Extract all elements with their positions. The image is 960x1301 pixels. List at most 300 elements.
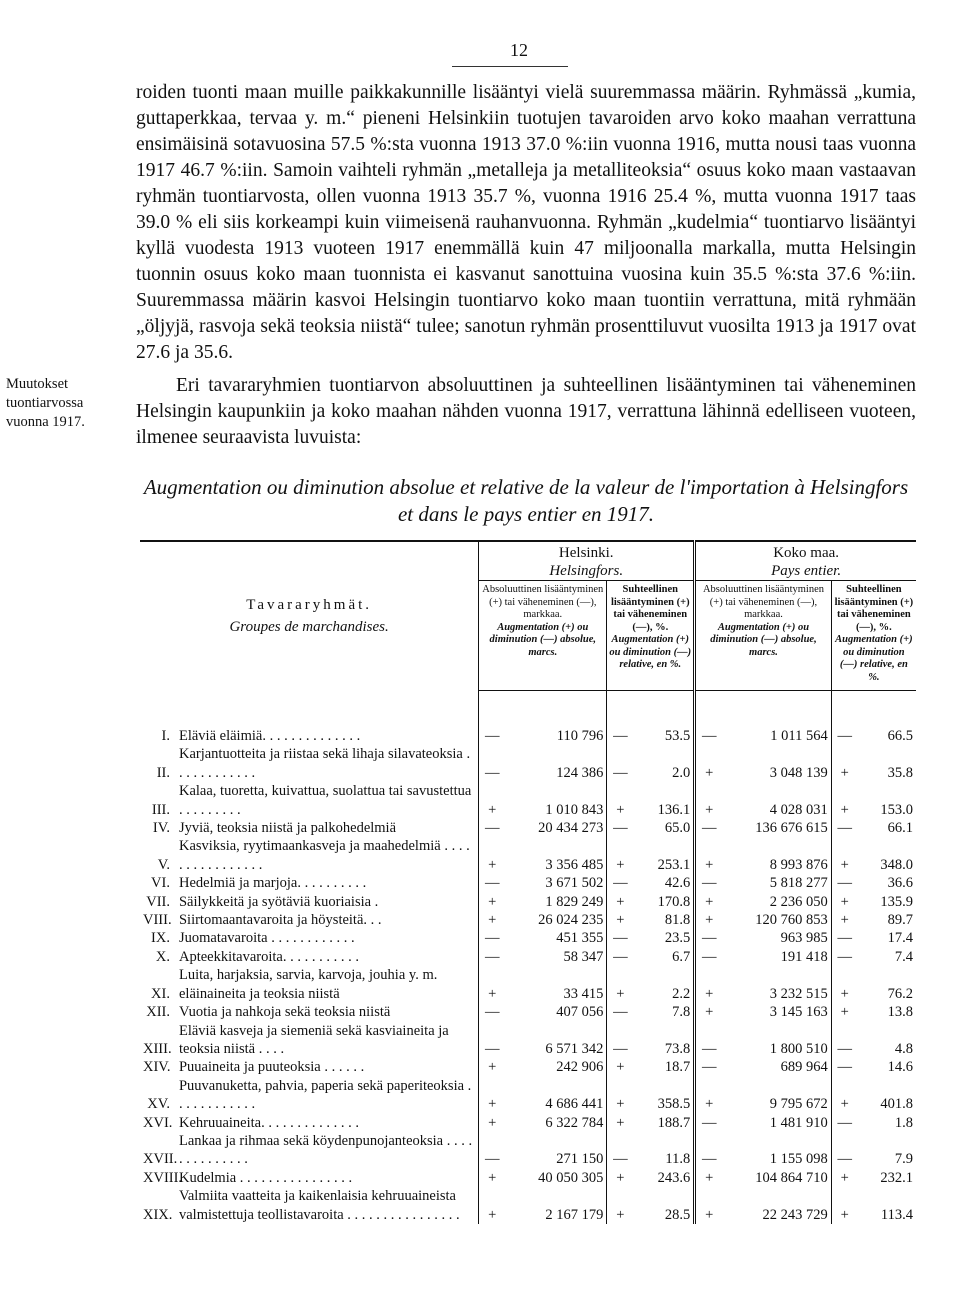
koko-maa-relative-value (831, 874, 916, 892)
helsinki-relative-value (607, 1022, 695, 1059)
koko-maa-absolute-value (695, 1077, 832, 1114)
row-number: XVIII. (143, 1169, 183, 1186)
group-header (140, 541, 479, 691)
helsinki-relative-value (607, 1077, 695, 1114)
helsinki-relative-value (607, 1003, 695, 1021)
helsinki-rel-header-fr: Augmentation (+) ou diminution (—) relative, en %. (609, 634, 692, 670)
value-sign: + (616, 893, 625, 910)
koko-maa-relative-value (831, 1003, 916, 1021)
page-number: 12 (510, 40, 528, 60)
helsinki-absolute-value (479, 691, 607, 746)
value-sign: — (485, 1004, 500, 1021)
helsinki-relative-value (607, 837, 695, 874)
helsinki-abs-header (479, 581, 607, 691)
value-number: 3 356 485 (545, 856, 604, 873)
row-number: XV. (147, 1096, 170, 1113)
helsinki-relative-value (607, 929, 695, 947)
koko-maa-relative-value (831, 966, 916, 1003)
table-row (140, 1077, 916, 1114)
value-number: 963 985 (780, 930, 828, 947)
row-number: I. (161, 728, 170, 744)
helsinki-absolute-value (479, 911, 607, 929)
helsinki-relative-value (607, 782, 695, 819)
value-number: 14.6 (887, 1059, 913, 1076)
value-sign: + (488, 1114, 497, 1131)
value-sign: — (613, 930, 628, 947)
table-row (140, 1169, 916, 1187)
helsinki-relative-value (607, 819, 695, 837)
helsinki-relative-value (607, 691, 695, 746)
value-number: 113.4 (880, 1206, 913, 1223)
value-number: 348.0 (880, 856, 913, 873)
koko-maa-relative-value (831, 745, 916, 782)
table-row (140, 911, 916, 929)
value-number: 26 024 235 (538, 912, 604, 929)
koko-maa-relative-value (831, 1114, 916, 1132)
value-number: 124 386 (556, 764, 604, 781)
helsinki-absolute-value (479, 1187, 607, 1224)
koko-maa-relative-value (831, 1022, 916, 1059)
value-sign: — (837, 1040, 852, 1057)
value-sign: — (613, 764, 628, 781)
margin-note: Muutokset tuontiarvossa vuonna 1917. (6, 376, 85, 430)
value-sign: + (616, 1169, 625, 1186)
helsinki-absolute-value (479, 874, 607, 892)
value-sign: — (613, 875, 628, 892)
table-row (140, 948, 916, 966)
row-name: Hedelmiä ja marjoja. . . . . . . . . . (178, 875, 367, 892)
import-change-table (140, 540, 916, 1224)
value-sign: — (701, 1151, 717, 1168)
koko-maa-relative-value (831, 1187, 916, 1224)
helsinki-relative-value (607, 1058, 695, 1076)
value-number: 17.4 (887, 930, 913, 947)
koko-maa-absolute-value (695, 966, 832, 1003)
koko-maa-absolute-value (695, 782, 832, 819)
row-number: XVII. (143, 1151, 178, 1168)
value-sign: — (613, 820, 628, 837)
table-body (140, 691, 916, 1224)
helsinki-absolute-value (479, 1132, 607, 1169)
row-name: Karjantuotteita ja riistaa sekä lihaja silavateoksia . . . . . . . . . . . . (178, 746, 471, 781)
koko-maa-relative-value (831, 782, 916, 819)
value-sign: — (701, 948, 717, 965)
value-sign: + (840, 893, 849, 910)
value-number: 53.5 (664, 728, 691, 744)
value-sign: — (613, 1040, 628, 1057)
value-sign: + (616, 856, 625, 873)
table-row (140, 691, 916, 746)
row-name: Jyviä, teoksia niistä ja palkohedelmiä (178, 820, 397, 837)
koko-maa-relative-value (831, 893, 916, 911)
value-number: 3 232 515 (769, 985, 828, 1002)
value-number: 2 167 179 (545, 1206, 604, 1223)
koko-maa-absolute-value (695, 1132, 832, 1169)
koko-maa-absolute-value (695, 1058, 832, 1076)
row-name: Lankaa ja rihmaa sekä köydenpunojanteoksia . . . . . . . . . . . . . . (178, 1132, 473, 1168)
helsinki-absolute-value (479, 1077, 607, 1114)
value-sign: + (840, 801, 849, 818)
value-sign: — (837, 728, 852, 744)
value-sign: — (485, 728, 500, 744)
value-sign: — (613, 1004, 628, 1021)
value-sign: + (705, 893, 714, 910)
koko-maa-absolute-value (695, 948, 832, 966)
value-number: 18.7 (664, 1059, 691, 1076)
value-number: 81.8 (664, 912, 691, 929)
value-sign: — (837, 948, 852, 965)
value-number: 110 796 (556, 728, 604, 744)
table-row (140, 837, 916, 874)
value-number: 35.8 (887, 764, 913, 781)
table-row (140, 819, 916, 837)
helsinki-header (479, 541, 695, 581)
koko-maa-relative-value (831, 819, 916, 837)
value-number: 153.0 (880, 801, 913, 818)
row-name: Eläviä eläimiä. . . . . . . . . . . . . . (178, 728, 361, 744)
value-sign: + (616, 1206, 625, 1223)
koko-maa-absolute-value (695, 1169, 832, 1187)
koko-maa-absolute-value (695, 819, 832, 837)
value-sign: + (488, 985, 497, 1002)
row-number: XIX. (143, 1206, 173, 1223)
row-name: Kalaa, tuoretta, kuivattua, suolattua tai savustettua . . . . . . . . . (178, 783, 472, 818)
helsinki-relative-value (607, 745, 695, 782)
body-paragraph-2: Eri tavararyhmien tuontiarvon absoluuttinen ja suhteellinen lisääntyminen tai väheneminen Helsingin kaupunkiin ja koko maahan nähden vuonna 1917, verrattuna lähinnä edelliseen vuoteen, ilmenee seuraavista luvuista: (136, 375, 916, 448)
value-sign: + (840, 856, 849, 873)
value-number: 73.8 (664, 1040, 691, 1057)
value-sign: + (705, 856, 714, 873)
helsinki-absolute-value (479, 1003, 607, 1021)
row-name: Kasviksia, ryytimaankasveja ja maahedelmiä . . . . . . . . . . . . . . . . (178, 838, 470, 873)
koko-maa-absolute-value (695, 1003, 832, 1021)
value-sign: — (485, 1040, 500, 1057)
value-number: 135.9 (880, 893, 913, 910)
value-number: 451 355 (556, 930, 604, 947)
value-sign: — (701, 1114, 717, 1131)
table-row (140, 1132, 916, 1169)
value-number: 2.2 (672, 985, 691, 1002)
row-name: Säilykkeitä ja syötäviä kuoriaisia . (178, 893, 379, 910)
value-number: 89.7 (887, 912, 913, 929)
value-number: 3 145 163 (769, 1004, 828, 1021)
row-number: XI. (151, 985, 170, 1002)
value-number: 243.6 (657, 1169, 691, 1186)
value-sign: + (616, 1114, 625, 1131)
helsinki-absolute-value (479, 966, 607, 1003)
table-row (140, 929, 916, 947)
value-sign: + (488, 856, 497, 873)
value-sign: — (485, 930, 500, 947)
value-sign: + (488, 801, 497, 818)
row-name: Eläviä kasveja ja siemeniä sekä kasviaineita ja teoksia niistä . . . . (178, 1022, 449, 1057)
table-row (140, 1187, 916, 1224)
helsinki-relative-value (607, 1169, 695, 1187)
row-name: Valmiita vaatteita ja kaikenlaisia kehruuaineista valmistettuja teollistavaroita . . . . . . . . . . . . . . . . (178, 1188, 460, 1223)
value-sign: + (840, 764, 849, 781)
helsinki-relative-value (607, 1132, 695, 1169)
value-number: 7.4 (894, 948, 913, 965)
value-number: 6.7 (672, 948, 691, 965)
value-sign: — (837, 930, 852, 947)
row-name: Siirtomaantavaroita ja höysteitä. . . (178, 912, 382, 929)
value-number: 407 056 (556, 1004, 604, 1021)
value-number: 20 434 273 (538, 820, 604, 837)
value-number: 689 964 (780, 1059, 828, 1076)
koko-maa-absolute-value (695, 929, 832, 947)
value-number: 1 011 564 (770, 728, 828, 744)
value-number: 8 993 876 (769, 856, 828, 873)
row-number: VI. (151, 875, 170, 892)
table-row (140, 745, 916, 782)
value-sign: + (488, 1096, 497, 1113)
koko-maa-header (695, 541, 916, 581)
koko-maa-absolute-value (695, 837, 832, 874)
koko-abs-header (695, 581, 832, 691)
helsinki-rel-header (607, 581, 695, 691)
value-sign: — (485, 1151, 500, 1168)
value-sign: + (840, 912, 849, 929)
value-number: 1 800 510 (769, 1040, 828, 1057)
row-number: V. (157, 856, 170, 873)
table-row (140, 893, 916, 911)
helsinki-absolute-value (479, 745, 607, 782)
table-row (140, 1058, 916, 1076)
value-number: 7.8 (672, 1004, 691, 1021)
helsinki-absolute-value (479, 819, 607, 837)
row-name: Puuaineita ja puuteoksia . . . . . . (178, 1059, 365, 1076)
value-sign: — (485, 764, 500, 781)
value-number: 136 676 615 (755, 820, 828, 837)
value-number: 22 243 729 (762, 1206, 828, 1223)
value-number: 188.7 (657, 1114, 691, 1131)
value-number: 42.6 (664, 875, 691, 892)
value-sign: — (701, 930, 717, 947)
koko-maa-absolute-value (695, 911, 832, 929)
value-sign: + (488, 912, 497, 929)
value-number: 65.0 (664, 820, 691, 837)
value-number: 1 010 843 (545, 801, 604, 818)
koko-abs-header-fr: Augmentation (+) ou diminution (—) absolue, marcs. (710, 621, 817, 658)
helsinki-absolute-value (479, 929, 607, 947)
row-name: Apteekkitavaroita. . . . . . . . . . . (178, 948, 359, 965)
value-number: 7.9 (894, 1151, 913, 1168)
value-number: 4.8 (894, 1040, 913, 1057)
value-number: 6 322 784 (545, 1114, 604, 1131)
value-number: 1 155 098 (769, 1151, 828, 1168)
value-sign: + (840, 1206, 849, 1223)
helsinki-relative-value (607, 1187, 695, 1224)
value-number: 6 571 342 (545, 1040, 604, 1057)
value-sign: + (616, 912, 625, 929)
value-sign: + (705, 764, 714, 781)
row-number: XIV. (143, 1059, 171, 1076)
row-number: X. (155, 948, 170, 965)
koko-maa-relative-value (831, 1077, 916, 1114)
koko-maa-absolute-value (695, 745, 832, 782)
value-number: 2 236 050 (769, 893, 828, 910)
row-number: XIII. (143, 1040, 172, 1057)
koko-maa-header-fr: Pays entier. (771, 563, 842, 579)
value-number: 104 864 710 (755, 1169, 828, 1186)
value-number: 170.8 (657, 893, 691, 910)
helsinki-absolute-value (479, 1114, 607, 1132)
value-number: 232.1 (880, 1169, 913, 1186)
row-number: VIII. (143, 912, 172, 929)
value-number: 5 818 277 (769, 875, 828, 892)
koko-rel-header-fr: Augmentation (+) ou diminution (—) relative, en %. (835, 634, 913, 683)
value-sign: — (701, 1040, 717, 1057)
row-name: Kehruuaineita. . . . . . . . . . . . . . (178, 1114, 359, 1131)
koko-maa-relative-value (831, 948, 916, 966)
group-header-fi: Tavararyhmät. (246, 597, 373, 614)
koko-maa-absolute-value (695, 1022, 832, 1059)
row-name: Luita, harjaksia, sarvia, karvoja, jouhia y. m. eläinaineita ja teoksia niistä (178, 967, 438, 1002)
value-number: 28.5 (664, 1206, 691, 1223)
value-sign: — (485, 948, 500, 965)
row-number: XII. (146, 1004, 170, 1021)
row-number: II. (156, 764, 170, 781)
helsinki-absolute-value (479, 948, 607, 966)
value-number: 13.8 (887, 1004, 913, 1021)
value-number: 136.1 (657, 801, 691, 818)
value-sign: — (837, 820, 852, 837)
value-number: 23.5 (664, 930, 691, 947)
value-number: 401.8 (880, 1096, 913, 1113)
value-sign: — (701, 1059, 717, 1076)
row-number: IV. (152, 820, 170, 837)
value-sign: + (840, 1004, 849, 1021)
helsinki-absolute-value (479, 1022, 607, 1059)
value-sign: + (705, 985, 714, 1002)
koko-maa-header-fi: Koko maa. (773, 545, 840, 561)
value-number: 33 415 (563, 985, 604, 1002)
page-number-rule (452, 66, 568, 67)
value-sign: + (488, 1206, 497, 1223)
koko-maa-relative-value (831, 691, 916, 746)
koko-maa-relative-value (831, 929, 916, 947)
value-number: 40 050 305 (538, 1169, 604, 1186)
koko-maa-relative-value (831, 1169, 916, 1187)
value-sign: — (837, 1151, 852, 1168)
koko-maa-relative-value (831, 837, 916, 874)
koko-maa-absolute-value (695, 874, 832, 892)
table-row (140, 966, 916, 1003)
koko-maa-relative-value (831, 911, 916, 929)
helsinki-rel-header-fi: Suhteellinen lisääntyminen (+) tai väheneminen (—), %. (610, 584, 690, 633)
koko-maa-absolute-value (695, 691, 832, 746)
helsinki-relative-value (607, 911, 695, 929)
value-sign: — (837, 1059, 852, 1076)
row-name: Kudelmia . . . . . . . . . . . . . . . . (178, 1169, 353, 1186)
value-sign: + (705, 912, 714, 929)
value-sign: + (840, 1096, 849, 1113)
row-name: Vuotia ja nahkoja sekä teoksia niistä (178, 1004, 391, 1021)
value-sign: — (701, 875, 717, 892)
value-sign: + (488, 893, 497, 910)
value-number: 11.8 (665, 1151, 691, 1168)
helsinki-relative-value (607, 966, 695, 1003)
value-sign: — (837, 875, 852, 892)
body-paragraph-1: roiden tuonti maan muille paikkakunnille lisääntyi vielä suuremmassa määrin. Ryhmässä „kumia, guttaperkkaa, tervaa y. m.“ pieneni Helsinkiin tuotujen tavaroiden arvo koko maahan verrattuna ensimäisinä sotavuosina 57.5 %:sta vuonna 1913 37.0 %:iin vuonna 1916, mutta nousi taas vuonna 1917 46.7 %:iin. Samoin vaihteli ryhmän „metalleja ja metalliteoksia“ osuus koko maan vastaavan ryhmän tuontiarvosta, ollen vuonna 1913 35.7 %, vuonna 1916 25.4 %, mutta vuonna 1917 taas 39.0 % eli siis korkeampi kuin viimeisenä rauhanvuonna. Ryhmän „kudelmia“ tuontiarvo lisääntyi kyllä vuodesta 1913 vuoteen 1917 enemmällä kuin 47 miljoonalla markalla, mutta Helsingin tuonnin osuus koko maan tuonnista ei kasvanut sanottuina vuosina kuin 35.5 %:sta 37.6 %:iin. Suuremmassa määrin kasvoi Helsingin tuontiarvo koko maan tuontiin verrattuna, mitä ryhmään „öljyjä, rasvoja sekä teoksia niistä“ tulee; sanotun ryhmän prosenttiluvut vuosilta 1913 ja 1917 ovat 27.6 ja 35.6. (136, 82, 916, 363)
koko-rel-header (831, 581, 916, 691)
value-sign: + (705, 1004, 714, 1021)
helsinki-abs-header-fr: Augmentation (+) ou diminution (—) absolue, marcs. (489, 621, 597, 658)
row-number: III. (151, 801, 170, 818)
value-number: 58 347 (563, 948, 604, 965)
value-number: 36.6 (887, 875, 913, 892)
koko-maa-absolute-value (695, 1187, 832, 1224)
value-sign: — (701, 728, 717, 744)
value-sign: + (840, 1169, 849, 1186)
value-sign: + (705, 1206, 714, 1223)
value-sign: — (485, 820, 500, 837)
helsinki-abs-header-fi: Absoluuttinen lisääntyminen (+) tai väheneminen (—), markkaa. (482, 584, 604, 620)
value-number: 2.0 (672, 764, 691, 781)
value-sign: — (613, 1151, 628, 1168)
helsinki-relative-value (607, 893, 695, 911)
helsinki-relative-value (607, 1114, 695, 1132)
koko-maa-absolute-value (695, 893, 832, 911)
value-number: 1 829 249 (545, 893, 604, 910)
value-number: 1 481 910 (769, 1114, 828, 1131)
helsinki-absolute-value (479, 1058, 607, 1076)
value-sign: + (616, 985, 625, 1002)
koko-maa-relative-value (831, 1058, 916, 1076)
helsinki-absolute-value (479, 782, 607, 819)
value-number: 9 795 672 (769, 1096, 828, 1113)
helsinki-relative-value (607, 948, 695, 966)
koko-maa-relative-value (831, 1132, 916, 1169)
value-number: 1.8 (894, 1114, 913, 1131)
row-number: IX. (151, 930, 170, 947)
table-row (140, 1114, 916, 1132)
row-number: XVI. (143, 1114, 173, 1131)
value-sign: — (701, 820, 717, 837)
value-number: 253.1 (657, 856, 691, 873)
helsinki-header-fi: Helsinki. (558, 545, 614, 561)
koko-abs-header-fi: Absoluuttinen lisääntyminen (+) tai väheneminen (—), markkaa. (702, 584, 824, 620)
value-sign: + (488, 1059, 497, 1076)
value-number: 76.2 (887, 985, 913, 1002)
table-row (140, 1022, 916, 1059)
row-number: VII. (146, 893, 170, 910)
value-sign: + (705, 801, 714, 818)
helsinki-relative-value (607, 874, 695, 892)
value-sign: + (705, 1096, 714, 1113)
value-sign: + (616, 1096, 625, 1113)
value-sign: + (705, 1169, 714, 1186)
value-sign: + (840, 985, 849, 1002)
value-number: 120 760 853 (755, 912, 828, 929)
table-row (140, 1003, 916, 1021)
value-number: 66.5 (887, 728, 913, 744)
value-sign: + (488, 1169, 497, 1186)
value-number: 242 906 (556, 1059, 604, 1076)
value-number: 4 028 031 (769, 801, 828, 818)
value-number: 4 686 441 (545, 1096, 604, 1113)
koko-rel-header-fi: Suhteellinen lisääntyminen (+) tai väheneminen (—), %. (834, 584, 914, 633)
value-sign: + (616, 801, 625, 818)
value-number: 66.1 (887, 820, 913, 837)
helsinki-absolute-value (479, 1169, 607, 1187)
value-number: 191 418 (780, 948, 828, 965)
row-name: Puuvanuketta, pahvia, paperia sekä paperiteoksia . . . . . . . . . . . . (178, 1077, 472, 1113)
value-sign: — (837, 1114, 852, 1131)
group-header-fr: Groupes de marchandises. (229, 619, 389, 636)
value-number: 358.5 (657, 1096, 691, 1113)
value-number: 3 048 139 (769, 764, 828, 781)
